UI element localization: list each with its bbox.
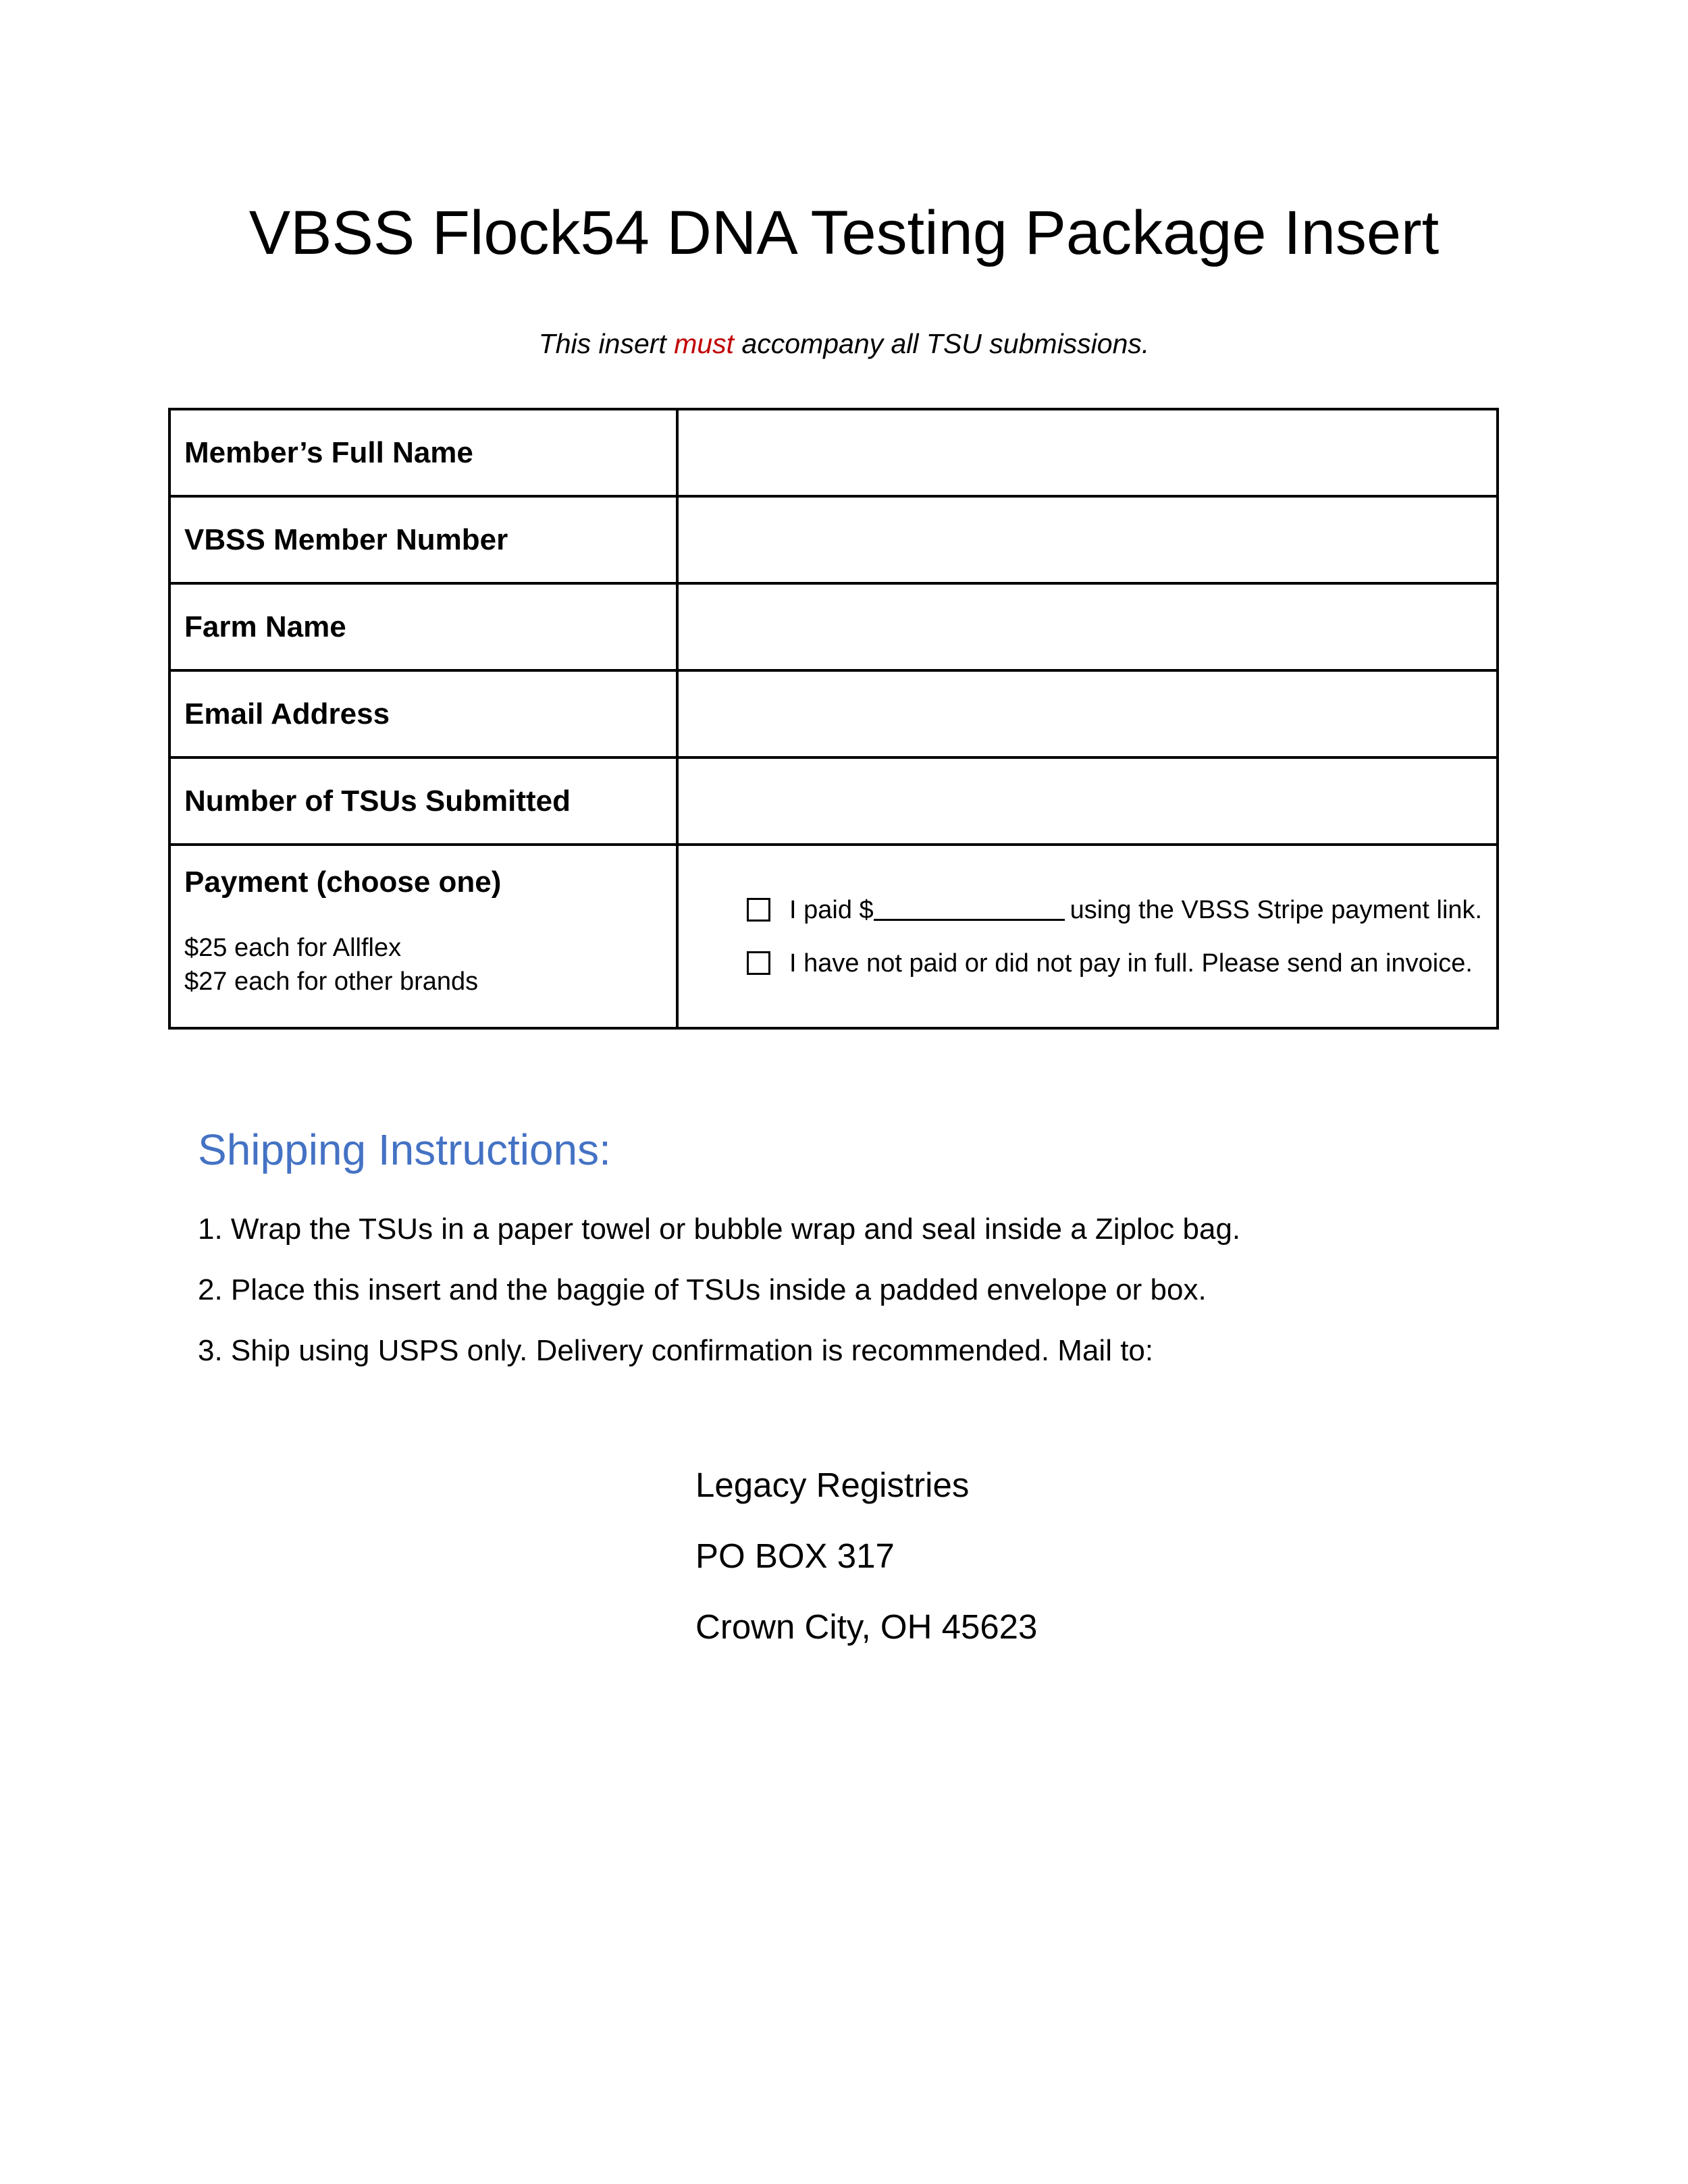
member-info-table — [168, 408, 1499, 1030]
subtitle-after: accompany all TSU submissions. — [734, 328, 1150, 359]
table-row — [169, 583, 1498, 670]
subtitle-emphasis: must — [674, 328, 735, 359]
table-row — [169, 496, 1498, 583]
tsu-count-field[interactable] — [677, 757, 1498, 845]
shipping-step-2: 2. Place this insert and the baggie of TSUs inside a padded envelope or box. — [198, 1273, 1207, 1306]
member-number-label: VBSS Member Number — [169, 496, 677, 583]
farm-name-label: Farm Name — [169, 583, 677, 670]
table-row — [169, 670, 1498, 757]
payment-option-unpaid[interactable] — [747, 948, 1483, 979]
address-line-2: PO BOX 317 — [695, 1537, 895, 1575]
payment-label: Payment (choose one) — [184, 865, 502, 899]
amount-blank[interactable] — [874, 899, 1065, 921]
shipping-step-1: 1. Wrap the TSUs in a paper towel or bubble wrap and seal inside a Ziploc bag. — [198, 1213, 1241, 1246]
member-full-name-field[interactable] — [677, 409, 1498, 496]
tsu-count-label: Number of TSUs Submitted — [169, 757, 677, 845]
email-address-label: Email Address — [169, 670, 677, 757]
member-full-name-label: Member’s Full Name — [169, 409, 677, 496]
member-number-field[interactable] — [677, 496, 1498, 583]
price-allflex: $25 each for Allflex — [184, 934, 402, 962]
payment-options-cell — [677, 845, 1498, 1028]
shipping-step-3: 3. Ship using USPS only. Delivery confirmation is recommended. Mail to: — [198, 1334, 1154, 1367]
address-line-3: Crown City, OH 45623 — [695, 1607, 1038, 1646]
address-line-1: Legacy Registries — [695, 1466, 970, 1504]
paid-checkbox[interactable] — [747, 898, 770, 922]
payment-row — [169, 845, 1498, 1028]
paid-suffix: using the VBSS Stripe payment link. — [1070, 895, 1483, 924]
subtitle — [0, 327, 1688, 361]
paid-prefix: I paid $ — [789, 895, 874, 924]
payment-label-cell — [169, 845, 677, 1028]
subtitle-before: This insert — [538, 328, 675, 359]
page-title: VBSS Flock54 DNA Testing Package Insert — [248, 198, 1440, 267]
email-address-field[interactable] — [677, 670, 1498, 757]
payment-option-paid[interactable] — [747, 895, 1483, 926]
shipping-steps — [198, 1210, 1240, 1393]
unpaid-text: I have not paid or did not pay in full. Please send an invoice. — [789, 949, 1473, 978]
table-row — [169, 409, 1498, 496]
mailing-address — [695, 1464, 1037, 1676]
payment-prices — [184, 931, 662, 998]
farm-name-field[interactable] — [677, 583, 1498, 670]
shipping-heading: Shipping Instructions: — [198, 1125, 611, 1174]
table-row — [169, 757, 1498, 845]
price-other-brands: $27 each for other brands — [184, 967, 479, 996]
unpaid-checkbox[interactable] — [747, 951, 770, 975]
